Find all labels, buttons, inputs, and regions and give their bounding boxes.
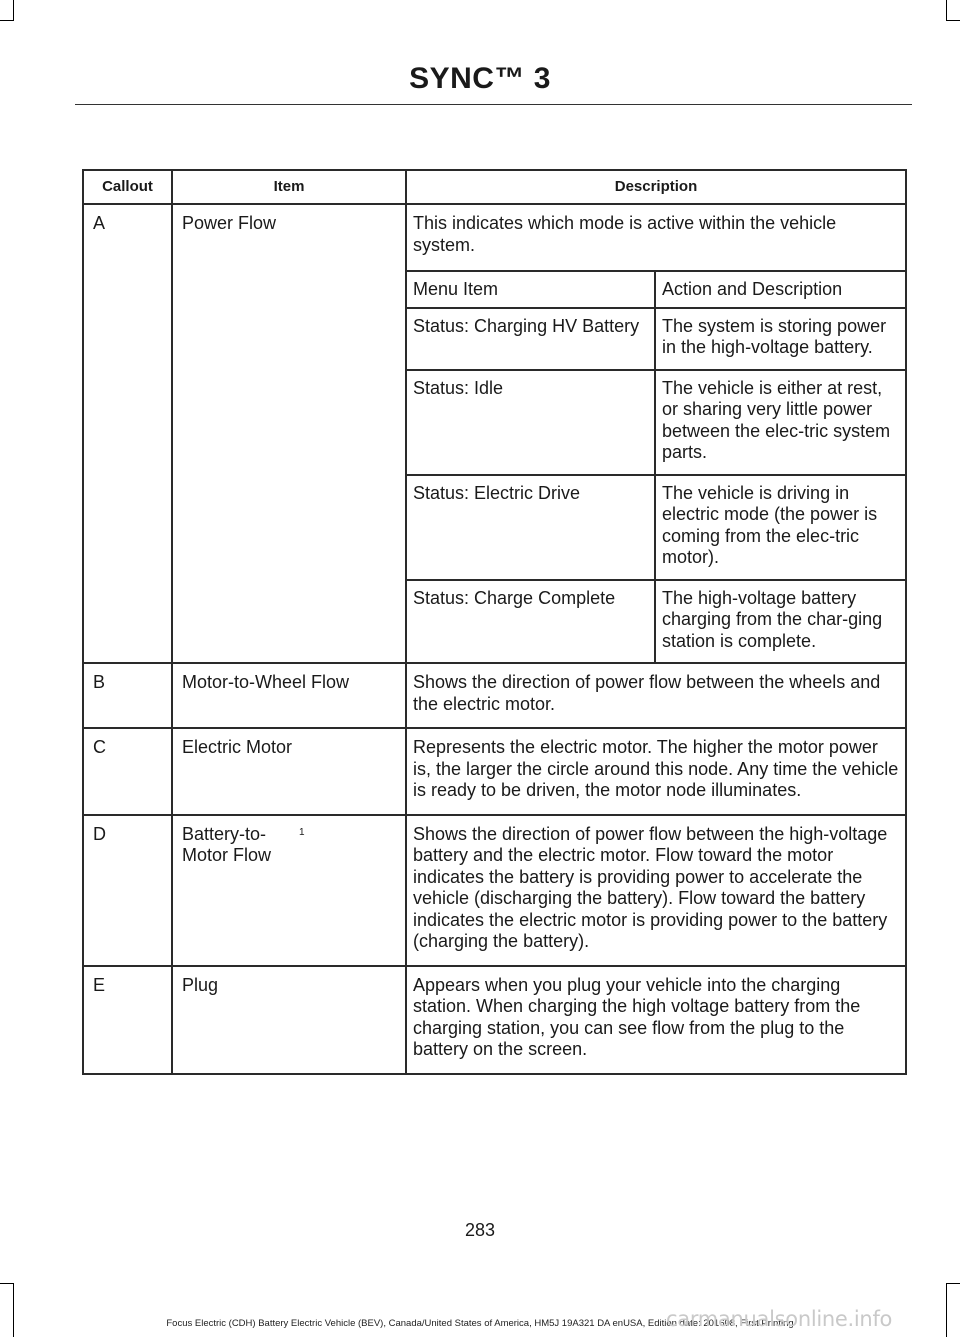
callout-cell: D xyxy=(83,815,172,966)
sub-action: The vehicle is driving in electric mode (the power is coming from the elec-tric motor). xyxy=(655,475,907,580)
description-cell: Appears when you plug your vehicle into the charging station. When charging the high voltage battery from the charging station, you can see flow from the plug to the battery on the screen. xyxy=(406,966,906,1074)
crop-mark-bottom-right-h xyxy=(946,1283,960,1284)
table-row xyxy=(83,815,906,966)
crop-mark-top-left xyxy=(13,0,14,20)
description-cell: Shows the direction of power flow between the wheels and the electric motor. xyxy=(406,663,906,728)
table-row xyxy=(83,966,906,1074)
sub-header-menu-item: Menu Item xyxy=(407,271,655,308)
item-cell: Motor-to-Wheel Flow xyxy=(172,663,406,728)
crop-mark-top-right-h xyxy=(946,20,960,21)
crop-mark-top-right xyxy=(946,0,947,20)
item-cell: Power Flow xyxy=(172,204,406,663)
sub-action: The system is storing power in the high-voltage battery. xyxy=(655,308,907,370)
callout-table xyxy=(82,169,907,1075)
callout-cell: A xyxy=(83,204,172,663)
sub-menu-item: Status: Idle xyxy=(407,370,655,475)
header-item: Item xyxy=(172,170,406,204)
description-cell xyxy=(406,204,906,663)
page-title: SYNC™ 3 xyxy=(409,62,551,95)
sub-menu-item: Status: Charge Complete xyxy=(407,580,655,663)
crop-mark-bottom-left-h xyxy=(0,1283,14,1284)
page-number: 283 xyxy=(464,1220,496,1240)
sub-table-header-row xyxy=(407,271,907,308)
item-cell: Electric Motor xyxy=(172,728,406,815)
table-row xyxy=(83,728,906,815)
crop-mark-top-left-h xyxy=(0,20,14,21)
sub-table-row xyxy=(407,580,907,663)
sub-table-row xyxy=(407,370,907,475)
header-rule xyxy=(75,104,912,105)
footnote-marker: 1 xyxy=(299,827,305,838)
description-cell: Shows the direction of power flow between the high-voltage battery and the electric motor. Flow toward the motor indicates the battery is providing power to accelerate the vehicle (discharging the battery). Flow toward the battery indicates the electric motor is providing power to the battery (charging the battery). xyxy=(406,815,906,966)
description-cell: Represents the electric motor. The higher the motor power is, the larger the circle around this node. Any time the vehicle is ready to be driven, the motor node illuminates. xyxy=(406,728,906,815)
item-cell xyxy=(172,815,406,966)
footer-edition-text: Focus Electric (CDH) Battery Electric Vehicle (BEV), Canada/United States of America, HM5J 19A321 DA enUSA, Edition date: 201608, First Printing xyxy=(166,1318,794,1329)
sub-menu-item: Status: Electric Drive xyxy=(407,475,655,580)
sub-table-row xyxy=(407,308,907,370)
header-description: Description xyxy=(406,170,906,204)
item-cell: Plug xyxy=(172,966,406,1074)
callout-cell: C xyxy=(83,728,172,815)
sub-menu-item: Status: Charging HV Battery xyxy=(407,308,655,370)
sub-header-action: Action and Description xyxy=(655,271,907,308)
table-header-row xyxy=(83,170,906,204)
sub-action: The vehicle is either at rest, or sharing very little power between the elec-tric system parts. xyxy=(655,370,907,475)
callout-cell: B xyxy=(83,663,172,728)
callout-cell: E xyxy=(83,966,172,1074)
watermark: carmanualsonline.info xyxy=(666,1307,893,1331)
status-sub-table xyxy=(407,270,907,662)
table-row xyxy=(83,204,906,663)
item-text: Battery-to-Motor Flow xyxy=(182,823,272,865)
table-row xyxy=(83,663,906,728)
sub-action: The high-voltage battery charging from the char-ging station is complete. xyxy=(655,580,907,663)
sub-table-row xyxy=(407,475,907,580)
description-text: This indicates which mode is active within the vehicle system. xyxy=(413,213,837,255)
header-callout: Callout xyxy=(83,170,172,204)
